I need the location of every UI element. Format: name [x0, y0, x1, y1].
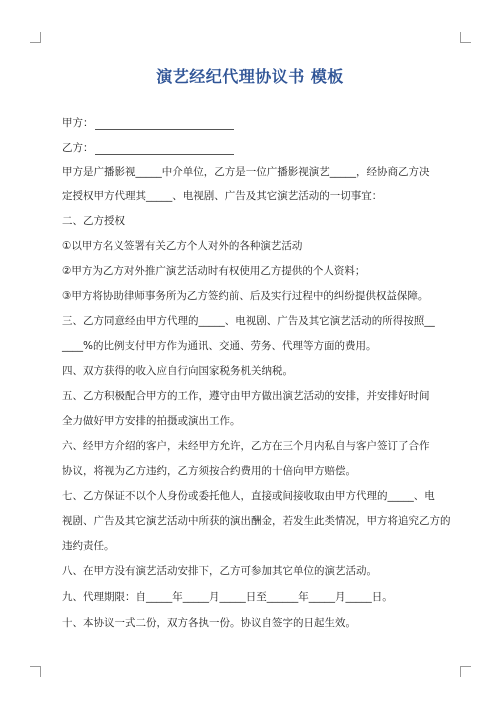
section-2-item-3: ③甲方将协助律师事务所为乙方签约前、后及实行过程中的纠纷提供权益保障。: [62, 290, 429, 302]
party-a-blank[interactable]: [95, 119, 234, 130]
party-b-blank[interactable]: [95, 144, 234, 155]
document-title: 演艺经纪代理协议书 模板: [156, 67, 344, 86]
crop-mark-bottom-left: [30, 666, 41, 677]
section-6-line-1: 六、经甲方介绍的客户，未经甲方允许，乙方在三个月内私自与客户签订了合作: [62, 440, 430, 452]
section-10-line: 十、本协议一式二份，双方各执一份。协议自签字的日起生效。: [62, 617, 356, 629]
section-3-line-2: ____%的比例支付甲方作为通讯、交通、劳务、代理等方面的费用。: [62, 340, 377, 352]
section-2-item-1: ①以甲方名义签署有关乙方个人对外的各种演艺活动: [62, 240, 303, 252]
section-7-line-3: 违约责任。: [62, 540, 115, 552]
party-a-line: [62, 116, 442, 130]
party-a-label: 甲方：: [62, 117, 94, 129]
section-4-line: 四、双方获得的收入应自行向国家税务机关纳税。: [62, 365, 293, 377]
crop-mark-top-left: [30, 32, 41, 43]
party-b-line: [62, 141, 442, 155]
paragraph-line-1: 甲方是广播影视_____中介单位，乙方是一位广播影视演艺_____，经协商乙方决: [62, 166, 430, 178]
party-b-label: 乙方：: [62, 142, 94, 154]
section-8-line: 八、在甲方没有演艺活动安排下，乙方可参加其它单位的演艺活动。: [62, 565, 377, 577]
crop-mark-top-right: [460, 32, 471, 43]
section-2-heading: 二、乙方授权: [62, 215, 125, 227]
section-5-line-2: 全力做好甲方安排的拍摄或演出工作。: [62, 415, 241, 427]
section-3-line-1: 三、乙方同意经由甲方代理的_____、电视剧、广告及其它演艺活动的所得按照__: [62, 315, 435, 327]
crop-mark-bottom-right: [460, 666, 471, 677]
section-5-line-1: 五、乙方积极配合甲方的工作，遵守由甲方做出演艺活动的安排，并安排好时间: [62, 390, 430, 402]
section-7-line-2: 视剧、广告及其它演艺活动中所获的演出酬金，若发生此类情况，甲方将追究乙方的: [62, 515, 451, 527]
section-2-item-2: ②甲方为乙方对外推广演艺活动时有权使用乙方提供的个人资料；: [62, 265, 366, 277]
paragraph-line-2: 定授权甲方代理其_____、电视剧、广告及其它演艺活动的一切事宜：: [62, 190, 383, 202]
section-6-line-2: 协议，将视为乙方违约，乙方须按合约费用的十倍向甲方赔偿。: [62, 465, 356, 477]
section-7-line-1: 七、乙方保证不以个人身份或委托他人，直接或间接收取由甲方代理的_____、电: [62, 490, 435, 502]
section-9-line: 九、代理期限：自_____年_____月_____日至______年_____月_____日。: [62, 591, 393, 603]
